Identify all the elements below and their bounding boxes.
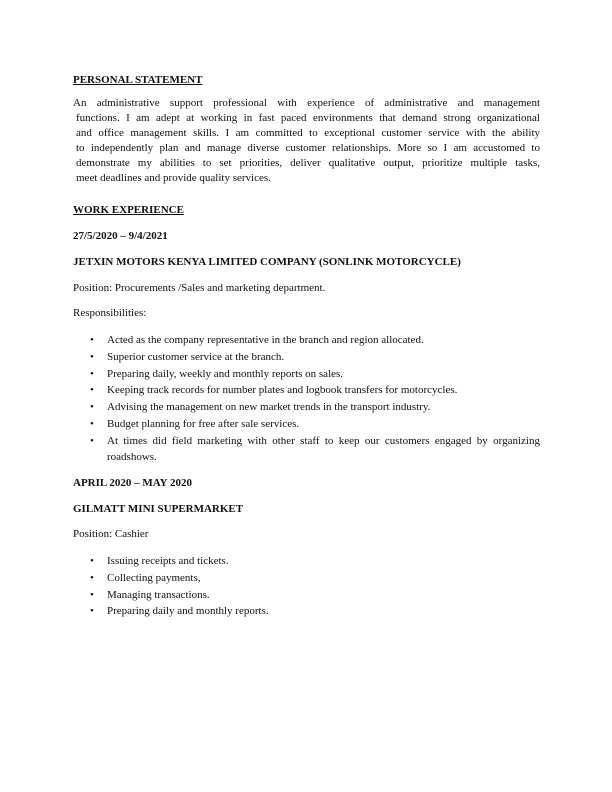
responsibilities-label: Responsibilities:	[73, 307, 147, 319]
list-item: • Issuing receipts and tickets.	[73, 553, 540, 570]
job-dates: APRIL 2020 – MAY 2020	[73, 477, 192, 489]
work-experience-heading: WORK EXPERIENCE	[73, 204, 184, 216]
job-company: GILMATT MINI SUPERMARKET	[73, 503, 244, 515]
list-item: • Acted as the company representative in the branch and region allocated.	[73, 332, 540, 349]
list-item: • Keeping track records for number plates and logbook transfers for motorcycles.	[73, 382, 540, 399]
statement-line: functions. I am adept at working in fast paced environments that demand strong organizational	[76, 112, 540, 124]
job-company: JETXIN MOTORS KENYA LIMITED COMPANY (SONLINK MOTORCYCLE)	[73, 256, 461, 268]
list-item: • Collecting payments,	[73, 570, 540, 587]
list-item: • Superior customer service at the branch.	[73, 349, 540, 366]
personal-statement-heading: PERSONAL STATEMENT	[73, 74, 203, 86]
list-item: • Preparing daily and monthly reports.	[73, 603, 540, 620]
responsibilities-list	[73, 553, 540, 620]
job-dates: 27/5/2020 – 9/4/2021	[73, 230, 168, 242]
statement-line: meet deadlines and provide quality services.	[76, 172, 271, 184]
statement-line: demonstrate my abilities to set priorities, deliver qualitative output, prioritize multiple tasks,	[76, 157, 540, 169]
list-item: • Managing transactions.	[73, 587, 540, 604]
list-item: • Advising the management on new market trends in the transport industry.	[73, 399, 540, 416]
list-item: • Budget planning for free after sale services.	[73, 416, 540, 433]
job-position: Position: Procurements /Sales and marketing department.	[73, 282, 326, 294]
job-position: Position: Cashier	[73, 528, 149, 540]
list-item: • Preparing daily, weekly and monthly reports on sales.	[73, 366, 540, 383]
statement-line: and office management skills. I am committed to exceptional customer service with the ability	[76, 127, 540, 139]
personal-statement-paragraph	[73, 96, 540, 186]
statement-line: An administrative support professional with experience of administrative and management	[73, 97, 540, 109]
statement-line: to independently plan and manage diverse customer relationships. More so I am accustomed to	[76, 142, 540, 154]
responsibilities-list	[73, 332, 540, 465]
list-item: • At times did field marketing with other staff to keep our customers engaged by organizing roadshows.	[73, 433, 540, 465]
